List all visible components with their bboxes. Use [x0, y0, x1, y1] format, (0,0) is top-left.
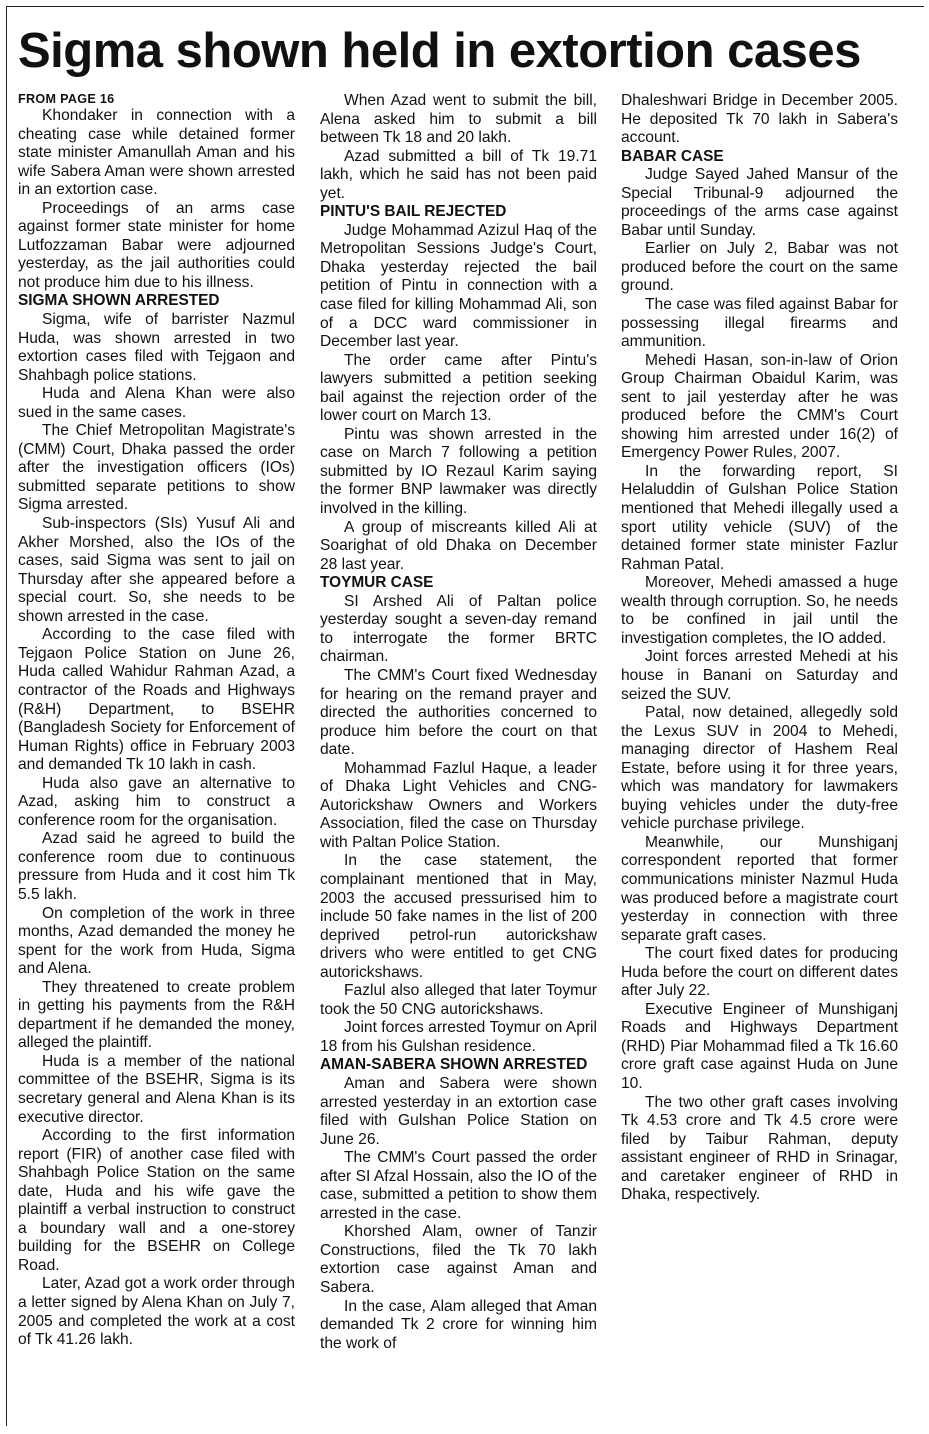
paragraph: Proceedings of an arms case against former state minister for home Lutfozzaman Babar were adjourned yesterday, as the jail authorities could not produce him due to his illness. [18, 199, 295, 291]
paragraph: SI Arshed Ali of Paltan police yesterday sought a seven-day remand to interrogate the former BRTC chairman. [320, 592, 597, 666]
paragraph: The CMM's Court passed the order after SI Afzal Hossain, also the IO of the case, submitted a petition to show them arrested in the case. [320, 1149, 597, 1222]
headline: Sigma shown held in extortion cases [18, 24, 861, 78]
top-rule [6, 6, 924, 7]
paragraph: When Azad went to submit the bill, Alena asked him to submit a bill between Tk 18 and 20 lakh. [320, 92, 597, 147]
left-rule [6, 6, 7, 1426]
paragraph: Meanwhile, our Munshiganj correspondent reported that former communications minister Nazmul Huda was produced before a magistrate court yesterday in connection with three separate graft cases. [621, 833, 898, 944]
article-column-3 [621, 92, 898, 1205]
paragraph: Huda is a member of the national committee of the BSEHR, Sigma is its secretary general and Alena Khan is its executive director. [18, 1052, 295, 1126]
paragraph: They threatened to create problem in getting his payments from the R&H department if he demanded the money, alleged the plaintiff. [18, 978, 295, 1052]
article-column-1 [18, 92, 295, 1350]
paragraph: Joint forces arrested Toymur on April 18 from his Gulshan residence. [320, 1019, 597, 1055]
paragraph: Mohammad Fazlul Haque, a leader of Dhaka Light Vehicles and CNG-Autorickshaw Owners and Workers Association, filed the case on Thursday with Paltan Police Station. [320, 759, 597, 851]
paragraph: The two other graft cases involving Tk 4.53 crore and Tk 4.5 crore were filed by Taibur Rahman, deputy assistant engineer of RHD in Srinagar, and caretaker engineer of RHD in Dhaka, respectively. [621, 1093, 898, 1204]
paragraph: The court fixed dates for producing Huda before the court on different dates after July 22. [621, 945, 898, 1000]
paragraph: Huda also gave an alternative to Azad, asking him to construct a conference room for the organisation. [18, 774, 295, 829]
paragraph: Aman and Sabera were shown arrested yesterday in an extortion case filed with Gulshan Police Station on June 26. [320, 1074, 597, 1148]
paragraph: Earlier on July 2, Babar was not produced before the court on the same ground. [621, 240, 898, 295]
paragraph: Patal, now detained, allegedly sold the Lexus SUV in 2004 to Mehedi, managing director of Hashem Real Estate, before using it for three years, which was mandatory for lawmakers buying vehicles under the duty-free vehicle purchase privilege. [621, 704, 898, 833]
paragraph: In the forwarding report, SI Helaluddin of Gulshan Police Station mentioned that Mehedi illegally used a sport utility vehicle (SUV) of the detained former state minister Fazlur Rahman Patal. [621, 462, 898, 573]
paragraph: Moreover, Mehedi amassed a huge wealth through corruption. So, he needs to be confined in jail until the investigation completes, the IO added. [621, 574, 898, 647]
article-column-2 [320, 92, 597, 1353]
dateline: FROM PAGE 16 [18, 92, 115, 106]
paragraph: Sub-inspectors (SIs) Yusuf Ali and Akher Morshed, also the IOs of the cases, said Sigma was sent to jail on Thursday after she appeared before a special court. So, she needs to be shown arrested in the case. [18, 515, 295, 625]
paragraph: The case was filed against Babar for possessing illegal firearms and ammunition. [621, 296, 898, 351]
subheading: SIGMA SHOWN ARRESTED [18, 292, 220, 310]
paragraph: Dhaleshwari Bridge in December 2005. He deposited Tk 70 lakh in Sabera's account. [621, 92, 898, 147]
paragraph: Sigma, wife of barrister Nazmul Huda, was shown arrested in two extortion cases filed with Tejgaon and Shahbagh police stations. [18, 311, 295, 384]
paragraph: Later, Azad got a work order through a letter signed by Alena Khan on July 7, 2005 and completed the work at a cost of Tk 41.26 lakh. [18, 1275, 295, 1349]
paragraph: In the case statement, the complainant mentioned that in May, 2003 the accused pressurised him to include 50 fake names in the list of 200 deprived petrol-run autorickshaw drivers who were entitled to get CNG autorickshaws. [320, 852, 597, 981]
paragraph: Executive Engineer of Munshiganj Roads and Highways Department (RHD) Piar Mohammad filed a Tk 16.60 crore graft case against Huda on June 10. [621, 1000, 898, 1092]
paragraph: In the case, Alam alleged that Aman demanded Tk 2 crore for winning him the work of [320, 1297, 597, 1352]
paragraph: Azad submitted a bill of Tk 19.71 lakh, which he said has not been paid yet. [320, 147, 597, 202]
paragraph: Khondaker in connection with a cheating case while detained former state minister Amanullah Aman and his wife Sabera Aman were shown arrested in an extortion case. [18, 107, 295, 199]
subheading: BABAR CASE [621, 147, 724, 165]
paragraph: According to the case filed with Tejgaon Police Station on June 26, Huda called Wahidur Rahman Azad, a contractor of the Roads and Highways (R&H) Department, to BSEHR (Bangladesh Society for Enforcement of Human Rights) office in February 2003 and demanded Tk 10 lakh in cash. [18, 626, 295, 774]
paragraph: Huda and Alena Khan were also sued in the same cases. [18, 385, 295, 421]
paragraph: The order came after Pintu's lawyers submitted a petition seeking bail against the rejection order of the lower court on March 13. [320, 351, 597, 425]
paragraph: The CMM's Court fixed Wednesday for hearing on the remand prayer and directed the authorities concerned to produce him before the court on that date. [320, 666, 597, 759]
subheading: PINTU'S BAIL REJECTED [320, 203, 507, 221]
paragraph: A group of miscreants killed Ali at Soarighat of old Dhaka on December 28 last year. [320, 518, 597, 573]
paragraph: Joint forces arrested Mehedi at his house in Banani on Saturday and seized the SUV. [621, 648, 898, 703]
paragraph: The Chief Metropolitan Magistrate's (CMM) Court, Dhaka passed the order after the investigation officers (IOs) submitted separate petitions to show Sigma arrested. [18, 422, 295, 514]
paragraph: Khorshed Alam, owner of Tanzir Constructions, filed the Tk 70 lakh extortion case against Aman and Sabera. [320, 1223, 597, 1296]
paragraph: Fazlul also alleged that later Toymur took the 50 CNG autorickshaws. [320, 982, 597, 1018]
paragraph: Judge Sayed Jahed Mansur of the Special Tribunal-9 adjourned the proceedings of the arms case against Babar until Sunday. [621, 166, 898, 239]
subheading: AMAN-SABERA SHOWN ARRESTED [320, 1056, 588, 1074]
paragraph: Judge Mohammad Azizul Haq of the Metropolitan Sessions Judge's Court, Dhaka yesterday rejected the bail petition of Pintu in connection with a case filed for killing Mohammad Ali, son of a DCC ward commissioner in December last year. [320, 221, 597, 351]
paragraph: According to the first information report (FIR) of another case filed with Shahbagh Police Station on the same date, Huda and his wife gave the plaintiff a verbal instruction to construct a boundary wall and a one-storey building for the BSEHR on College Road. [18, 1127, 295, 1274]
paragraph: On completion of the work in three months, Azad demanded the money he spent for the work from Huda, Sigma and Alena. [18, 904, 295, 978]
paragraph: Azad said he agreed to build the conference room due to continuous pressure from Huda and it cost him Tk 5.5 lakh. [18, 830, 295, 903]
subheading: TOYMUR CASE [320, 574, 434, 592]
paragraph: Pintu was shown arrested in the case on March 7 following a petition submitted by IO Rezaul Karim saying the former BNP lawmaker was directly involved in the killing. [320, 425, 597, 518]
paragraph: Mehedi Hasan, son-in-law of Orion Group Chairman Obaidul Karim, was sent to jail yesterday after he was produced before the CMM's Court showing him arrested under 16(2) of Emergency Power Rules, 2007. [621, 351, 898, 462]
